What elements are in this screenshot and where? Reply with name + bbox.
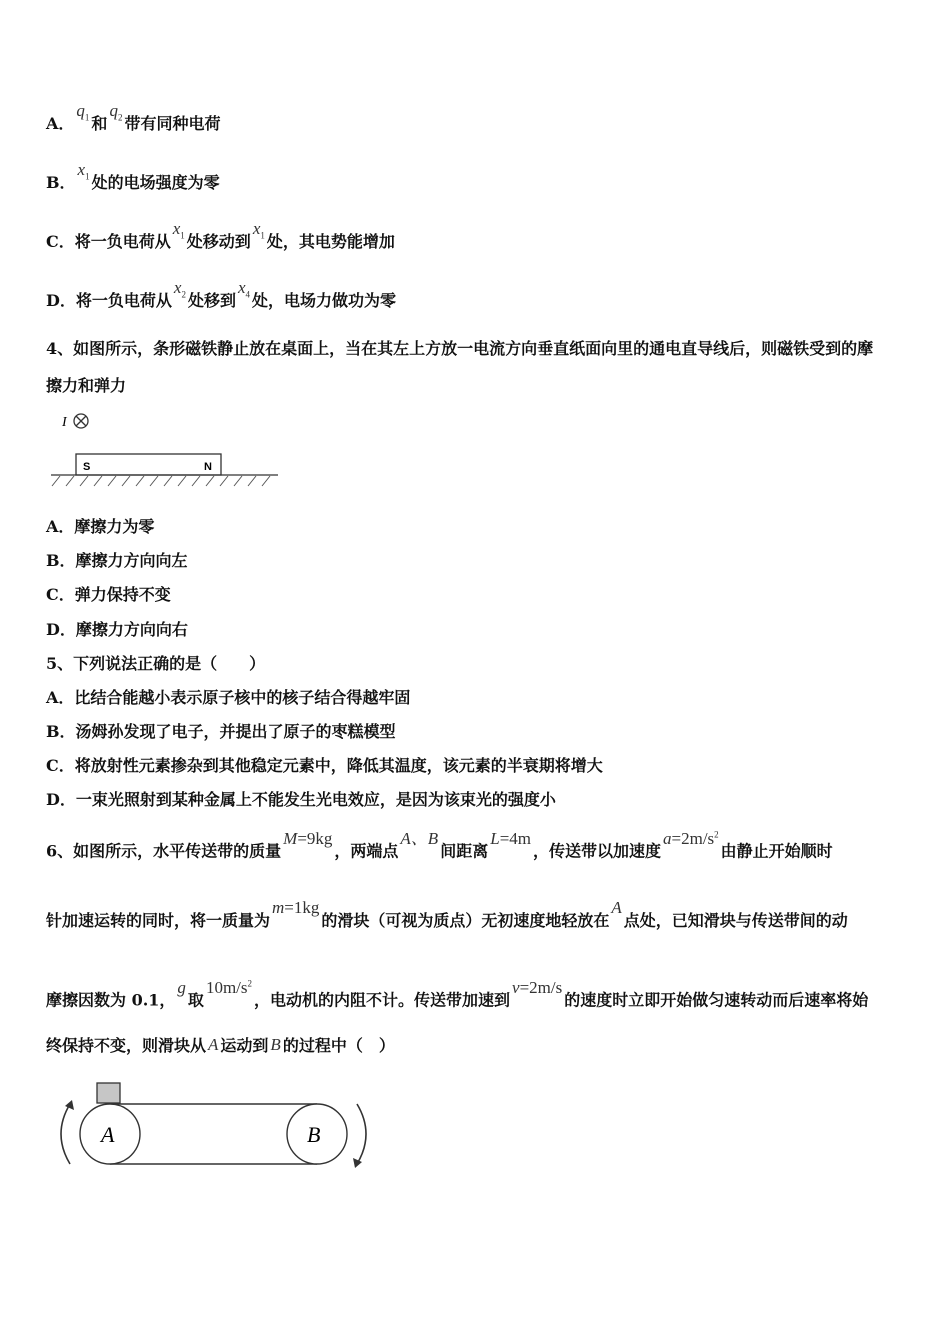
- q5-option-b: B．汤姆孙发现了电子，并提出了原子的枣糕模型: [46, 722, 396, 741]
- x2-symbol: $x_2$: [173, 278, 186, 300]
- table-hatching: [52, 476, 270, 486]
- q4-option-a: A．摩擦力为零: [46, 517, 155, 536]
- rotation-arrow-left: [61, 1104, 70, 1164]
- wheel-b-label: B: [307, 1122, 321, 1147]
- rotation-arrow-right: [357, 1104, 366, 1164]
- q5-stem: 5、下列说法正确的是（ ）: [46, 654, 266, 673]
- q4-magnet-figure: [46, 405, 286, 495]
- q4-stem-line1: 4、如图所示，条形磁铁静止放在桌面上，当在其左上方放一电流方向垂直纸面向里的通电直导线后，则磁铁受到的摩: [46, 339, 874, 358]
- bar-magnet: [76, 454, 221, 475]
- point-a: A: [611, 898, 622, 917]
- mass-block-formula: m=1kg: [272, 898, 320, 917]
- g-symbol: g: [177, 977, 186, 997]
- q5-option-a: A．比结合能越小表示原子核中的核子结合得越牢固: [46, 688, 411, 707]
- arrow-head-icon: [353, 1158, 362, 1168]
- q5-option-d: D．一束光照射到某种金属上不能发生光电效应，是因为该束光的强度小: [46, 790, 556, 809]
- q6-stem-line2: 针加速运转的同时，将一质量为m=1kg的滑块（可视为质点）无初速度地轻放在A点处，已知滑块与传送带间的动: [46, 898, 848, 930]
- q6-conveyor-figure: [50, 1078, 380, 1178]
- q6-stem-line4: 终保持不变，则滑块从 A 运动到 B 的过程中（ ）: [46, 1035, 395, 1055]
- q5-option-c: C．将放射性元素掺杂到其他稳定元素中，降低其温度，该元素的半衰期将增大: [46, 756, 603, 775]
- x4-symbol: $x_4$: [237, 278, 250, 300]
- q3-option-c: C．将一负电荷从$x_1$ 处移动到$x_1$ 处，其电势能增加: [46, 219, 395, 251]
- current-label: I: [62, 415, 67, 430]
- slider-block: [97, 1083, 120, 1103]
- q4-stem-line2: 擦力和弹力: [46, 376, 127, 395]
- current-into-page-icon: [74, 414, 88, 428]
- length-formula: L=4m: [490, 828, 531, 848]
- mass-belt-formula: M=9kg: [283, 828, 333, 848]
- q6-stem-line1: 6、如图所示，水平传送带的质量M=9kg，两端点A、B间距离L=4m，传送带以加速度$a=2m/s^2$由静止开始顺时: [46, 828, 833, 861]
- q4-option-d: D．摩擦力方向向右: [46, 620, 188, 639]
- pole-s-label: S: [83, 461, 91, 473]
- wheel-a-label: A: [101, 1122, 115, 1147]
- q1-symbol: $q_1$: [76, 101, 90, 123]
- point-a: A: [208, 1035, 219, 1054]
- q3-option-b: B．$x_1$ 处的电场强度为零: [46, 160, 220, 192]
- arrow-head-icon: [65, 1100, 74, 1110]
- x1-symbol: $x_1$: [252, 219, 265, 241]
- q3-option-a: A．$q_1$ 和$q_2$ 带有同种电荷: [46, 101, 221, 133]
- pole-n-label: N: [204, 461, 212, 473]
- endpoints-ab: A、B: [400, 828, 439, 848]
- q6-stem-line3: 摩擦因数为 0.1，g取$10m/s^2$，电动机的内阻不计。传送带加速到v=2m/s的速度时立即开始做匀速转动而后速率将始: [46, 977, 869, 1010]
- g-value: $10m/s^2$: [205, 977, 252, 997]
- point-b: B: [270, 1035, 281, 1054]
- q2-symbol: $q_2$: [109, 101, 123, 123]
- acceleration-formula: $a=2m/s^2$: [663, 828, 719, 848]
- velocity-formula: v=2m/s: [512, 977, 563, 997]
- q4-option-b: B．摩擦力方向向左: [46, 551, 188, 570]
- q3-option-d: D．将一负电荷从$x_2$ 处移到$x_4$ 处，电场力做功为零: [46, 278, 397, 310]
- q4-option-c: C．弹力保持不变: [46, 585, 171, 604]
- x1-symbol: $x_1$: [172, 219, 185, 241]
- x1-symbol: $x_1$: [77, 160, 90, 182]
